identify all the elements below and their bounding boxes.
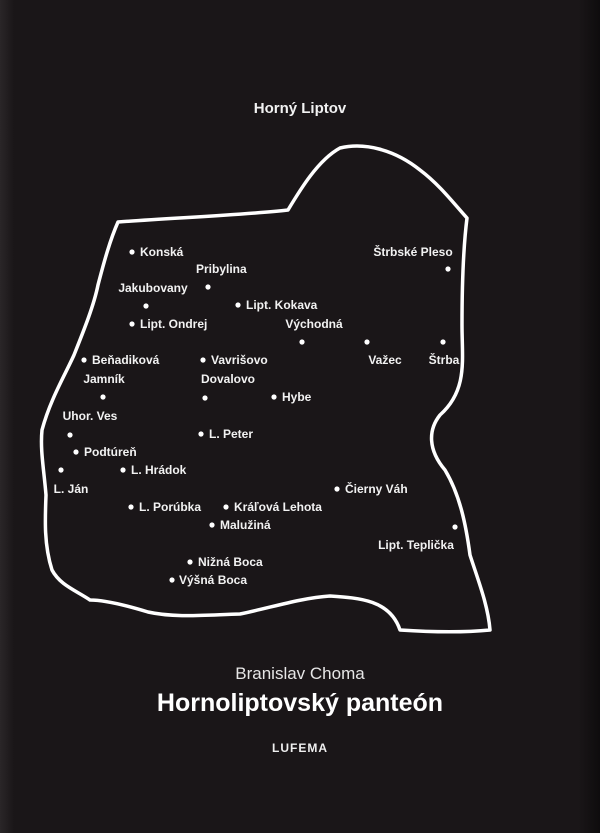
place-25-label: Výšná Boca: [179, 573, 248, 587]
book-title: Hornoliptovský panteón: [156, 689, 444, 717]
place-7-dot: [81, 357, 86, 362]
place-9-label: Važec: [368, 353, 402, 367]
place-5-dot: [129, 321, 134, 326]
place-16-label: Podtúreň: [84, 445, 137, 459]
place-8-dot: [200, 357, 205, 362]
place-6-label: Východná: [285, 317, 343, 331]
place-12-dot: [202, 395, 207, 400]
place-22-label: Malužiná: [220, 518, 271, 532]
place-22-dot: [209, 522, 214, 527]
place-12-label: Dovalovo: [200, 372, 256, 386]
place-21-label: Kráľová Lehota: [234, 500, 322, 514]
place-3-label: Jakubovany: [118, 281, 188, 295]
place-7-label: Beňadiková: [92, 353, 160, 367]
region-outline: [41, 146, 490, 632]
place-17-label: L. Hrádok: [131, 463, 187, 477]
place-20-dot: [128, 504, 133, 509]
place-15-label: L. Peter: [209, 427, 254, 441]
place-15-dot: [198, 431, 203, 436]
place-4-label: Lipt. Kokava: [246, 298, 318, 312]
place-1-label: Pribylina: [196, 262, 247, 276]
place-25-dot: [169, 577, 174, 582]
author-name: Branislav Choma: [235, 664, 365, 683]
place-1-dot: [205, 284, 210, 289]
place-19-label: Čierny Váh: [345, 482, 408, 496]
place-23-dot: [452, 524, 457, 529]
place-14-dot: [67, 432, 72, 437]
place-14-label: Uhor. Ves: [62, 409, 118, 423]
place-20-label: L. Porúbka: [139, 500, 202, 514]
place-2-label: Štrbské Pleso: [373, 245, 453, 259]
place-10-dot: [440, 339, 445, 344]
place-4-dot: [235, 302, 240, 307]
place-6-dot: [299, 339, 304, 344]
place-10-label: Štrba: [428, 353, 460, 367]
place-11-dot: [100, 394, 105, 399]
place-24-label: Nižná Boca: [198, 555, 263, 569]
place-0-dot: [129, 249, 134, 254]
place-0-label: Konská: [140, 245, 184, 259]
map-places: [54, 244, 460, 587]
place-18-label: L. Ján: [53, 482, 89, 496]
place-17-dot: [120, 467, 125, 472]
place-13-label: Hybe: [282, 390, 312, 404]
place-3-dot: [143, 303, 148, 308]
place-21-dot: [223, 504, 228, 509]
place-11-label: Jamník: [83, 372, 125, 386]
place-18-dot: [58, 467, 63, 472]
publisher-name: LUFEMA: [272, 741, 328, 755]
place-24-dot: [187, 559, 192, 564]
place-2-dot: [445, 266, 450, 271]
place-19-dot: [334, 486, 339, 491]
map-title: Horný Liptov: [253, 100, 347, 117]
place-13-dot: [271, 394, 276, 399]
place-5-label: Lipt. Ondrej: [140, 317, 208, 331]
place-16-dot: [73, 449, 78, 454]
place-9-dot: [364, 339, 369, 344]
place-23-label: Lipt. Teplička: [378, 538, 454, 552]
place-8-label: Vavrišovo: [211, 353, 268, 367]
